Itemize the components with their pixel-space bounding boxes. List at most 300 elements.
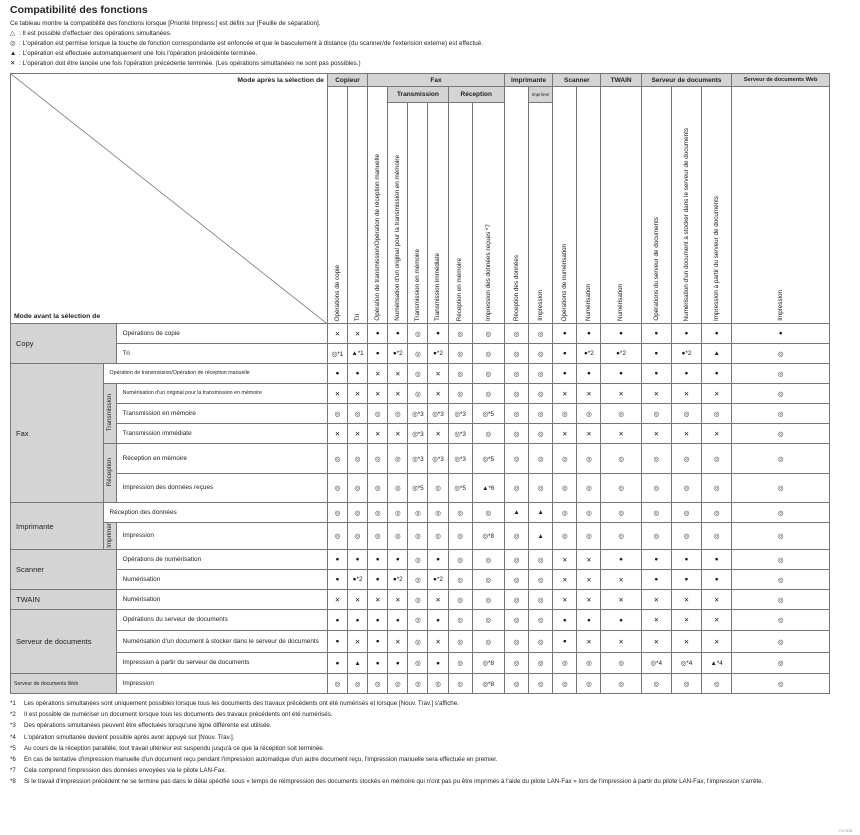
table-cell: ◎ [641, 674, 671, 694]
table-cell: ◎ [408, 550, 428, 570]
table-cell: ◎*1 [327, 344, 347, 364]
table-cell: ◎ [601, 444, 641, 474]
table-cell: ◎ [504, 631, 528, 653]
table-cell: ◎ [577, 653, 601, 674]
row-subgroup-printer: Imprimer [103, 523, 116, 550]
col-group-docserver: Serveur de documents [641, 74, 732, 87]
row-label: Impression des données reçues [116, 474, 327, 503]
row-label: Impression à partir du serveur de documents [116, 653, 327, 674]
table-cell: ●*2 [428, 570, 448, 590]
table-cell: ● [702, 570, 732, 590]
footnote: *3 Des opérations simultanées peuvent être effectuées lorsqu'une ligne différente est utilisée. [10, 722, 272, 730]
column-header: Impression [732, 87, 830, 324]
table-cell: ✕ [702, 610, 732, 631]
table-cell: ◎ [368, 474, 388, 503]
table-cell: ✕ [671, 590, 701, 610]
table-cell: ✕ [368, 424, 388, 444]
table-row [11, 404, 830, 424]
table-cell: ● [601, 364, 641, 384]
table-cell: ● [702, 364, 732, 384]
table-cell: ◎ [504, 674, 528, 694]
table-cell: ◎ [577, 503, 601, 523]
table-row [11, 344, 830, 364]
column-header: Réception en mémoire [448, 103, 472, 324]
table-cell: ◎ [408, 631, 428, 653]
row-label: Opération de transmission/Opération de réception manuelle [103, 364, 327, 384]
circle-double-icon: △ [10, 30, 15, 37]
table-cell: ✕ [428, 384, 448, 404]
table-cell: ● [388, 653, 408, 674]
table-cell: ◎ [504, 384, 528, 404]
footnotes [10, 698, 830, 788]
row-subgroup-reception: Réception [103, 444, 116, 503]
table-cell: ◎ [702, 674, 732, 694]
table-cell: ◎ [529, 590, 553, 610]
row-group-docserver: Serveur de documents [11, 610, 117, 674]
table-cell: ✕ [577, 631, 601, 653]
table-cell: ✕ [327, 424, 347, 444]
table-cell: ✕ [601, 384, 641, 404]
table-row [11, 590, 830, 610]
table-cell: ◎ [408, 364, 428, 384]
table-cell: ● [702, 324, 732, 344]
table-cell: ◎ [529, 324, 553, 344]
column-header: Opération de transmission/Opération de réception manuelle [368, 87, 388, 324]
table-cell: ◎ [702, 474, 732, 503]
table-cell: ● [327, 610, 347, 631]
table-cell: ● [388, 324, 408, 344]
table-cell: ◎ [577, 523, 601, 550]
table-cell: ◎ [327, 503, 347, 523]
table-cell: ◎ [553, 404, 577, 424]
table-cell: ◎ [529, 474, 553, 503]
table-cell: ✕ [327, 384, 347, 404]
table-cell: ● [553, 610, 577, 631]
table-cell: ◎ [732, 364, 830, 384]
table-row [11, 324, 830, 344]
column-header: Opérations de numérisation [553, 87, 577, 324]
table-cell: ◎ [601, 474, 641, 503]
intro [10, 19, 830, 69]
table-cell: ●*2 [428, 344, 448, 364]
table-cell: ◎ [368, 404, 388, 424]
table-cell: ▲ [504, 503, 528, 523]
col-subgroup-transmission: Transmission [388, 87, 448, 103]
table-cell: ◎*5 [472, 404, 504, 424]
table-cell: ✕ [641, 424, 671, 444]
table-cell: ✕ [702, 590, 732, 610]
table-cell: ◎ [732, 474, 830, 503]
table-cell: ✕ [671, 631, 701, 653]
table-cell: ◎ [472, 610, 504, 631]
table-cell: ◎*3 [428, 444, 448, 474]
table-cell: ●*2 [388, 570, 408, 590]
table-cell: ◎ [504, 523, 528, 550]
table-cell: ◎*8 [472, 523, 504, 550]
row-group-copy: Copy [11, 324, 117, 364]
table-cell: ✕ [348, 631, 368, 653]
table-cell: ◎*5 [408, 474, 428, 503]
table-cell: ✕ [428, 631, 448, 653]
table-cell: ● [327, 364, 347, 384]
table-cell: ◎ [428, 674, 448, 694]
table-cell: ● [641, 324, 671, 344]
table-cell: ● [368, 550, 388, 570]
table-cell: ◎ [472, 590, 504, 610]
col-group-fax: Fax [368, 74, 505, 87]
table-cell: ◎ [732, 653, 830, 674]
table-cell: ◎*3 [448, 424, 472, 444]
table-cell: ◎ [529, 424, 553, 444]
footnote: *2 Il est possible de numériser un document lorsque tous les documents des travaux précédents ont été numérisés. [10, 711, 333, 719]
table-cell: ✕ [577, 550, 601, 570]
table-cell: ◎*3 [428, 404, 448, 424]
column-header: Transmission immédiate [428, 103, 448, 324]
table-cell: ● [641, 570, 671, 590]
table-cell: ◎ [553, 674, 577, 694]
table-cell: ✕ [388, 424, 408, 444]
table-cell: ◎ [348, 523, 368, 550]
table-cell: ◎*8 [472, 653, 504, 674]
table-cell: ◎ [472, 550, 504, 570]
table-cell: ✕ [577, 590, 601, 610]
row-group-scanner: Scanner [11, 550, 117, 590]
table-cell: ◎ [472, 631, 504, 653]
table-cell: ◎ [702, 444, 732, 474]
table-cell: ◎ [732, 344, 830, 364]
table-cell: ◎ [671, 674, 701, 694]
table-cell: ◎ [408, 523, 428, 550]
table-cell: ◎*3 [408, 404, 428, 424]
column-header: Transmission en mémoire [408, 103, 428, 324]
corner-diagonal [11, 74, 327, 324]
footnote: *6 En cas de tentative d'impression manuelle d'un document reçu pendant l'impression automatique d'un autre document reçu, l'impression manuelle sera effectuée en premier. [10, 756, 498, 764]
table-cell: ✕ [601, 570, 641, 590]
table-row [11, 444, 830, 474]
table-cell: ◎ [504, 590, 528, 610]
table-cell: ◎ [553, 653, 577, 674]
table-cell: ● [428, 550, 448, 570]
table-cell: ◎ [732, 610, 830, 631]
table-cell: ◎ [671, 404, 701, 424]
row-group-fax: Fax [11, 364, 104, 503]
col-group-twain: TWAIN [601, 74, 641, 87]
table-cell: ✕ [553, 590, 577, 610]
table-cell: ✕ [428, 364, 448, 384]
table-cell: ● [577, 364, 601, 384]
table-cell: ◎ [529, 550, 553, 570]
table-cell: ✕ [702, 424, 732, 444]
table-cell: ◎ [428, 474, 448, 503]
table-cell: ◎ [732, 503, 830, 523]
column-header: Numérisation [577, 87, 601, 324]
table-cell: ◎ [641, 503, 671, 523]
row-label: Impression [116, 523, 327, 550]
table-cell: ◎ [448, 344, 472, 364]
table-cell: ◎ [408, 674, 428, 694]
table-body [11, 324, 830, 694]
table-cell: ◎ [348, 444, 368, 474]
col-group-copier: Copieur [327, 74, 367, 87]
column-header: Impression à partir du serveur de documents [702, 87, 732, 324]
table-cell: ✕ [553, 550, 577, 570]
table-cell: ✕ [702, 384, 732, 404]
table-cell: ▲ [702, 344, 732, 364]
table-cell: ● [641, 550, 671, 570]
table-cell: ◎ [408, 324, 428, 344]
table-cell: ● [368, 631, 388, 653]
table-cell: ◎ [472, 503, 504, 523]
column-header: Numérisation d'un original pour la transmission en mémoire [388, 103, 408, 324]
table-cell: ✕ [368, 384, 388, 404]
table-cell: ● [641, 344, 671, 364]
table-cell: ●*2 [348, 570, 368, 590]
column-header: Numérisation d'un document à stocker dans le serveur de documents [671, 87, 701, 324]
table-cell: ◎ [641, 444, 671, 474]
table-cell: ✕ [671, 384, 701, 404]
table-cell: ◎ [601, 404, 641, 424]
table-cell: ◎ [368, 503, 388, 523]
table-cell: ◎ [577, 474, 601, 503]
table-cell: ✕ [601, 590, 641, 610]
table-cell: ◎ [577, 444, 601, 474]
row-label: Numérisation [116, 570, 327, 590]
table-cell: ✕ [671, 424, 701, 444]
table-cell: ◎ [553, 474, 577, 503]
table-cell: ▲*6 [472, 474, 504, 503]
table-cell: ◎ [504, 344, 528, 364]
table-cell: ✕ [641, 384, 671, 404]
table-cell: ● [428, 653, 448, 674]
table-cell: ✕ [641, 631, 671, 653]
table-cell: ◎ [327, 444, 347, 474]
table-row [11, 610, 830, 631]
table-cell: ◎ [327, 474, 347, 503]
table-cell: ◎ [448, 610, 472, 631]
table-cell: ◎ [529, 384, 553, 404]
footnote: *1 Les opérations simultanées sont uniquement possibles lorsque tous les documents des travaux précédents ont été numérisés et lorsque [Nouv. Trav.] s'affiche. [10, 700, 459, 707]
table-cell: ◎ [504, 653, 528, 674]
table-row [11, 570, 830, 590]
table-cell: ● [368, 610, 388, 631]
row-label: Numérisation d'un original pour la transmission en mémoire [116, 384, 327, 404]
table-cell: ● [553, 364, 577, 384]
table-cell: ◎ [388, 444, 408, 474]
figure-code: CS.008 [838, 828, 852, 833]
table-cell: ◎ [504, 324, 528, 344]
triangle-icon: ▲ [10, 50, 17, 57]
row-group-printer: Imprimante [11, 503, 104, 550]
table-cell: ◎ [472, 344, 504, 364]
table-cell: ✕ [348, 590, 368, 610]
table-cell: ◎ [388, 404, 408, 424]
table-cell: ◎ [529, 610, 553, 631]
table-cell: ◎ [702, 503, 732, 523]
table-cell: ● [368, 570, 388, 590]
row-label: Opérations de numérisation [116, 550, 327, 570]
table-cell: ✕ [368, 364, 388, 384]
table-cell: ● [732, 324, 830, 344]
table-cell: ● [577, 610, 601, 631]
col-group-webdocserver: Serveur de documents Web [732, 74, 830, 87]
column-header: Numérisation [601, 87, 641, 324]
row-label: Numérisation [116, 590, 327, 610]
table-cell: ◎ [529, 344, 553, 364]
table-cell: ◎ [448, 523, 472, 550]
table-cell: ◎*8 [472, 674, 504, 694]
table-cell: ◎*5 [472, 444, 504, 474]
table-cell: ▲ [348, 653, 368, 674]
table-cell: ◎ [448, 631, 472, 653]
table-cell: ◎ [601, 674, 641, 694]
table-cell: ◎ [408, 590, 428, 610]
table-cell: ✕ [428, 590, 448, 610]
table-cell: ▲ [529, 503, 553, 523]
table-cell: ● [553, 631, 577, 653]
table-cell: ◎ [348, 474, 368, 503]
table-cell: ✕ [348, 324, 368, 344]
table-cell: ◎ [448, 364, 472, 384]
row-label: Transmission en mémoire [116, 404, 327, 424]
table-cell: ▲*1 [348, 344, 368, 364]
footnote: *4 L'opération simultanée devient possible après avoir appuyé sur [Nouv. Trav.]. [10, 733, 235, 741]
circle-double-icon: ◎ [10, 40, 16, 47]
table-cell: ◎ [428, 523, 448, 550]
table-cell: ✕ [388, 590, 408, 610]
table-cell: ◎ [732, 590, 830, 610]
table-cell: ● [327, 570, 347, 590]
table-cell: ✕ [641, 610, 671, 631]
row-label: Opérations du serveur de documents [116, 610, 327, 631]
table-cell: ●*2 [601, 344, 641, 364]
row-subgroup-transmission: Transmission [103, 384, 116, 444]
table-cell: ◎*3 [448, 444, 472, 474]
table-cell: ◎ [529, 570, 553, 590]
table-cell: ◎ [732, 424, 830, 444]
column-header: Impression des données reçues *7 [472, 103, 504, 324]
row-group-webdocserver: Serveur de documents Web [11, 674, 117, 694]
table-row [11, 631, 830, 653]
column-header: Réception des données [504, 87, 528, 324]
table-cell: ● [671, 570, 701, 590]
table-cell: ◎ [641, 523, 671, 550]
table-cell: ● [671, 364, 701, 384]
page [10, 4, 830, 788]
table-cell: ◎ [448, 550, 472, 570]
table-cell: ◎ [702, 523, 732, 550]
table-cell: ✕ [388, 631, 408, 653]
legend-item: ▲ : L'opération est effectuée automatiquement une fois l'opération précédente terminée. [10, 50, 258, 57]
table-cell: ● [553, 324, 577, 344]
table-cell: ◎ [408, 503, 428, 523]
table-row [11, 384, 830, 404]
table-cell: ◎ [448, 384, 472, 404]
table-cell: ◎ [472, 364, 504, 384]
table-cell: ◎ [732, 384, 830, 404]
table-cell: ◎ [529, 444, 553, 474]
table-cell: ◎ [601, 523, 641, 550]
table-cell: ◎ [732, 550, 830, 570]
table-cell: ● [601, 324, 641, 344]
table-cell: ◎ [732, 631, 830, 653]
table-cell: ◎ [577, 404, 601, 424]
table-cell: ● [671, 550, 701, 570]
table-cell: ◎ [553, 444, 577, 474]
table-cell: ◎ [448, 590, 472, 610]
table-cell: ● [368, 324, 388, 344]
table-cell: ◎ [472, 324, 504, 344]
table-cell: ◎ [529, 364, 553, 384]
table-cell: ● [641, 364, 671, 384]
table-cell: ◎ [472, 384, 504, 404]
table-cell: ◎ [388, 474, 408, 503]
table-cell: ◎ [327, 523, 347, 550]
col-subgroup-printer: Imprimer [529, 87, 553, 103]
table-cell: ● [553, 344, 577, 364]
table-cell: ◎ [448, 324, 472, 344]
table-cell: ◎ [529, 653, 553, 674]
table-cell: ▲*4 [702, 653, 732, 674]
table-row [11, 550, 830, 570]
table-cell: ◎*3 [408, 444, 428, 474]
row-label: Réception en mémoire [116, 444, 327, 474]
col-subgroup-reception: Réception [448, 87, 504, 103]
table-cell: ◎ [448, 674, 472, 694]
table-cell: ◎ [388, 674, 408, 694]
legend-item: ✕ : L'opération doit être lancée une fois l'opération précédente terminée. (Les opérations simultanées ne sont pas possibles.) [10, 60, 361, 67]
table-cell: ◎ [641, 474, 671, 503]
table-cell: ◎ [348, 674, 368, 694]
table-row [11, 364, 830, 384]
table-cell: ✕ [327, 324, 347, 344]
table-cell: ◎ [671, 503, 701, 523]
table-cell: ✕ [553, 570, 577, 590]
table-cell: ◎ [448, 570, 472, 590]
table-cell: ◎ [448, 503, 472, 523]
table-cell: ● [368, 344, 388, 364]
cross-icon: ✕ [10, 60, 16, 67]
table-row [11, 503, 830, 523]
table-cell: ◎ [732, 404, 830, 424]
footnote: *8 Si le travail d'impression précédent ne se termine pas dans le délai spécifié sous « temps de réimpression des documents stockés en mémoire qui n'ont pas pu être imprimés à l'aide du pilote LAN-Fax » lors de l'impression à partir du pilote LAN-Fax, l'impression s'arrête. [10, 778, 764, 786]
table-corner [11, 74, 328, 324]
table-cell: ◎ [529, 404, 553, 424]
table-cell: ✕ [368, 590, 388, 610]
table-cell: ◎ [327, 404, 347, 424]
legend-item: △ : Il est possible d'effectuer des opérations simultanées. [10, 30, 172, 37]
table-cell: ◎ [504, 570, 528, 590]
legend-item: ◎ : L'opération est permise lorsque la touche de fonction correspondante est enfoncée et que le basculement à distance (du scanner/de l'extension externe) est effectué. [10, 40, 484, 47]
table-row [11, 424, 830, 444]
row-label: Numérisation d'un document à stocker dans le serveur de documents [116, 631, 327, 653]
table-cell: ◎ [428, 503, 448, 523]
table-cell: ● [348, 550, 368, 570]
table-cell: ◎ [671, 444, 701, 474]
table-cell: ▲ [529, 523, 553, 550]
table-cell: ◎ [553, 523, 577, 550]
table-cell: ◎ [472, 424, 504, 444]
table-cell: ◎ [388, 523, 408, 550]
table-cell: ◎ [504, 444, 528, 474]
table-cell: ◎ [601, 503, 641, 523]
table-cell: ◎ [408, 570, 428, 590]
table-cell: ● [601, 610, 641, 631]
column-header: Opérations de copie [327, 87, 347, 324]
table-cell: ● [577, 324, 601, 344]
table-cell: ◎ [504, 424, 528, 444]
corner-after-label: Mode après la sélection de [237, 77, 324, 84]
table-cell: ◎*5 [448, 474, 472, 503]
